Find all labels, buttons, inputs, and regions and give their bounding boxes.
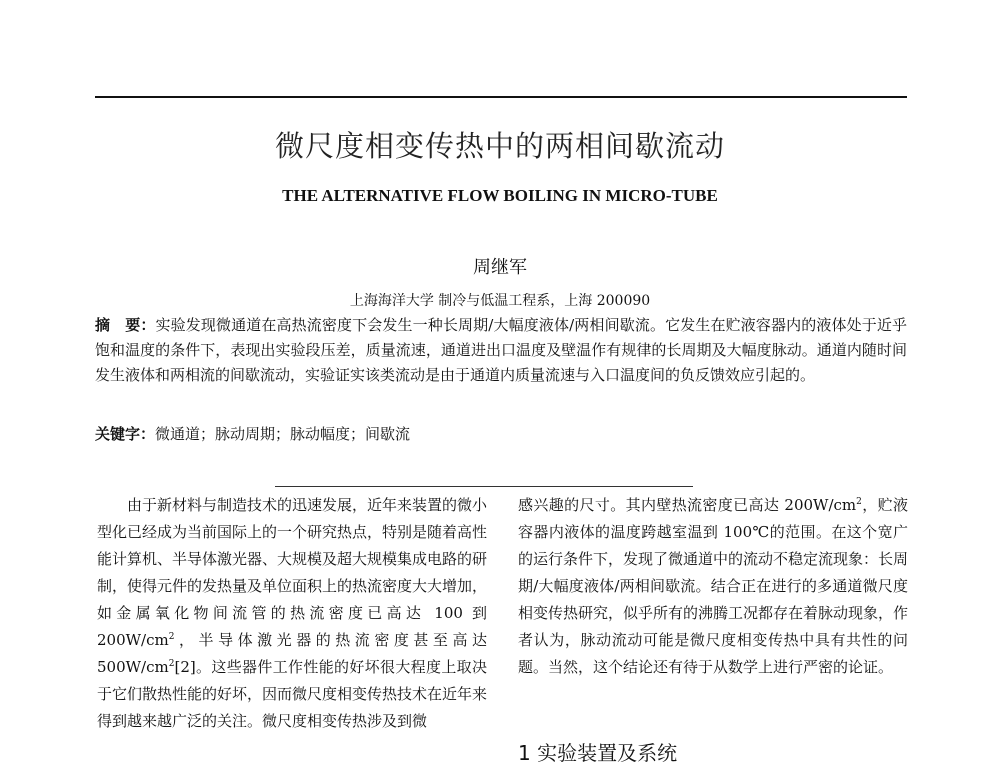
paper-title-english: THE ALTERNATIVE FLOW BOILING IN MICRO-TUBE xyxy=(282,186,718,205)
superscript: 2 xyxy=(168,659,175,669)
top-rule xyxy=(95,96,907,98)
body-column-right xyxy=(518,492,908,681)
body-column-left xyxy=(97,492,487,735)
superscript: 2 xyxy=(856,497,862,507)
body-text: 由于新材料与制造技术的迅速发展，近年来装置的微小型化已经成为当前国际上的一个研究热点，特别是随着高性能计算机、半导体激光器、大规模及超大规模集成电路的研制，使得元件的发热量及单位面积上的热流密度大大增加，如金属氧化物间流管的热流密度已高达 100 到 200W/cm xyxy=(97,496,488,649)
body-text: [2]。这些器件工作性能的好坏很大程度上取决于它们散热性能的好坏，因而微尺度相变传热技术在近年来得到越来越广泛的关注。微尺度相变传热涉及到微 xyxy=(97,658,488,730)
keywords-label: 关键字： xyxy=(95,425,156,443)
section-heading: 1 实验装置及系统 xyxy=(518,741,678,765)
body-text: ，半导体激光器的热流密度甚至高达 500W/cm xyxy=(97,631,487,676)
section-divider xyxy=(275,486,693,487)
abstract xyxy=(95,313,907,388)
author-affiliation: 上海海洋大学 制冷与低温工程系，上海 200090 xyxy=(349,293,651,309)
keywords xyxy=(95,422,907,447)
abstract-label: 摘 要： xyxy=(95,316,156,334)
body-text: 感兴趣的尺寸。其内壁热流密度已高达 200W/cm xyxy=(518,496,857,514)
body-text: ，贮液容器内液体的温度跨越室温到 100℃的范围。在这个宽广的运行条件下，发现了微通道中的流动不稳定流现象：长周期/大幅度液体/两相间歇流。结合正在进行的多通道微尺度相变传热研究，似乎所有的沸腾工况都存在着脉动现象，作者认为，脉动流动可能是微尺度相变传热中具有共性的问题。当然，这个结论还有待于从数学上进行严密的论证。 xyxy=(518,496,909,676)
superscript: 2 xyxy=(168,632,175,642)
abstract-text: 实验发现微通道在高热流密度下会发生一种长周期/大幅度液体/两相间歇流。它发生在贮液容器内的液体处于近乎饱和温度的条件下，表现出实验段压差，质量流速，通道进出口温度及壁温作有规律的长周期及大幅度脉动。通道内随时间发生液体和两相流的间歇流动，实验证实该类流动是由于通道内质量流速与入口温度间的负反馈效应引起的。 xyxy=(95,316,907,384)
paper-title-chinese: 微尺度相变传热中的两相间歇流动 xyxy=(274,129,725,163)
author-name: 周继军 xyxy=(473,257,527,278)
keywords-text: 微通道；脉动周期；脉动幅度；间歇流 xyxy=(155,425,411,443)
